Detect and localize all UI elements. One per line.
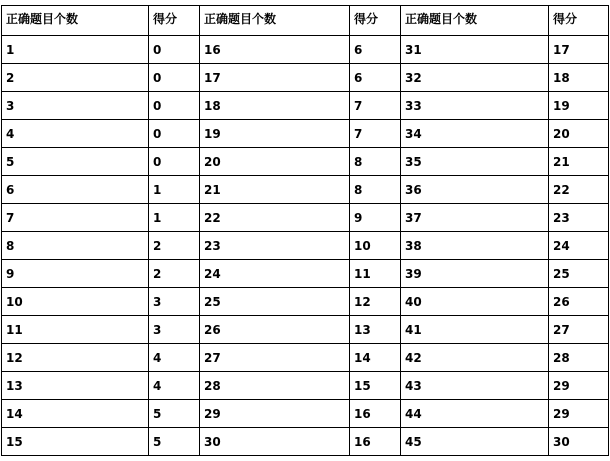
cell-score-2: 11 [350,260,401,288]
header-score-1: 得分 [149,6,200,36]
table-row [2,232,609,260]
cell-score-3: 29 [549,372,609,400]
cell-correct-count-2: 23 [200,232,350,260]
cell-correct-count-1: 2 [2,64,149,92]
cell-correct-count-2: 21 [200,176,350,204]
cell-score-1: 3 [149,316,200,344]
cell-score-1: 1 [149,204,200,232]
cell-correct-count-1: 14 [2,400,149,428]
cell-correct-count-2: 20 [200,148,350,176]
cell-correct-count-3: 31 [401,36,549,64]
cell-score-1: 4 [149,344,200,372]
table-row [2,316,609,344]
cell-correct-count-1: 8 [2,232,149,260]
header-score-3: 得分 [549,6,609,36]
cell-score-2: 12 [350,288,401,316]
cell-correct-count-3: 38 [401,232,549,260]
cell-correct-count-3: 41 [401,316,549,344]
cell-score-3: 27 [549,316,609,344]
cell-score-3: 29 [549,400,609,428]
cell-score-3: 25 [549,260,609,288]
cell-score-1: 2 [149,260,200,288]
cell-score-2: 13 [350,316,401,344]
table-row [2,344,609,372]
table-row [2,372,609,400]
cell-correct-count-3: 35 [401,148,549,176]
cell-score-1: 2 [149,232,200,260]
cell-score-3: 17 [549,36,609,64]
cell-score-1: 4 [149,372,200,400]
cell-score-1: 3 [149,288,200,316]
cell-correct-count-1: 4 [2,120,149,148]
cell-score-3: 24 [549,232,609,260]
cell-correct-count-2: 18 [200,92,350,120]
table-row [2,260,609,288]
cell-score-2: 7 [350,92,401,120]
cell-score-2: 16 [350,400,401,428]
header-correct-count-1: 正确题目个数 [2,6,149,36]
cell-correct-count-2: 28 [200,372,350,400]
cell-score-3: 20 [549,120,609,148]
cell-score-1: 0 [149,64,200,92]
cell-score-2: 9 [350,204,401,232]
cell-correct-count-1: 1 [2,36,149,64]
cell-score-3: 21 [549,148,609,176]
cell-correct-count-2: 16 [200,36,350,64]
cell-correct-count-2: 29 [200,400,350,428]
cell-score-3: 18 [549,64,609,92]
cell-score-2: 16 [350,428,401,456]
table-row [2,36,609,64]
cell-correct-count-2: 27 [200,344,350,372]
cell-correct-count-1: 5 [2,148,149,176]
cell-correct-count-2: 19 [200,120,350,148]
cell-correct-count-2: 24 [200,260,350,288]
cell-score-2: 10 [350,232,401,260]
cell-score-1: 0 [149,120,200,148]
cell-score-2: 8 [350,148,401,176]
cell-score-1: 5 [149,400,200,428]
cell-score-1: 0 [149,92,200,120]
cell-correct-count-1: 7 [2,204,149,232]
cell-correct-count-3: 36 [401,176,549,204]
cell-score-3: 28 [549,344,609,372]
cell-correct-count-1: 15 [2,428,149,456]
cell-score-2: 15 [350,372,401,400]
cell-correct-count-1: 9 [2,260,149,288]
cell-correct-count-3: 39 [401,260,549,288]
cell-score-1: 0 [149,148,200,176]
cell-correct-count-2: 26 [200,316,350,344]
cell-score-3: 26 [549,288,609,316]
cell-correct-count-3: 42 [401,344,549,372]
header-row [2,6,609,36]
cell-score-2: 6 [350,36,401,64]
cell-correct-count-1: 13 [2,372,149,400]
cell-correct-count-3: 40 [401,288,549,316]
cell-correct-count-3: 45 [401,428,549,456]
cell-score-1: 1 [149,176,200,204]
cell-correct-count-2: 25 [200,288,350,316]
table-body [2,36,609,456]
cell-correct-count-3: 43 [401,372,549,400]
cell-correct-count-2: 22 [200,204,350,232]
score-table [1,5,609,456]
cell-correct-count-3: 37 [401,204,549,232]
table-row [2,400,609,428]
header-correct-count-3: 正确题目个数 [401,6,549,36]
cell-correct-count-3: 34 [401,120,549,148]
table-row [2,64,609,92]
cell-correct-count-1: 10 [2,288,149,316]
cell-score-2: 14 [350,344,401,372]
table-row [2,288,609,316]
cell-score-2: 7 [350,120,401,148]
cell-score-1: 5 [149,428,200,456]
cell-score-2: 6 [350,64,401,92]
cell-score-3: 19 [549,92,609,120]
cell-correct-count-3: 32 [401,64,549,92]
cell-score-2: 8 [350,176,401,204]
cell-correct-count-1: 11 [2,316,149,344]
cell-correct-count-3: 44 [401,400,549,428]
cell-correct-count-3: 33 [401,92,549,120]
cell-correct-count-1: 6 [2,176,149,204]
table-row [2,148,609,176]
cell-correct-count-2: 30 [200,428,350,456]
cell-score-3: 23 [549,204,609,232]
table-row [2,92,609,120]
header-correct-count-2: 正确题目个数 [200,6,350,36]
header-score-2: 得分 [350,6,401,36]
table-row [2,204,609,232]
cell-score-1: 0 [149,36,200,64]
cell-score-3: 30 [549,428,609,456]
cell-correct-count-1: 12 [2,344,149,372]
table-row [2,176,609,204]
cell-correct-count-1: 3 [2,92,149,120]
cell-correct-count-2: 17 [200,64,350,92]
table-row [2,120,609,148]
cell-score-3: 22 [549,176,609,204]
table-row [2,428,609,456]
